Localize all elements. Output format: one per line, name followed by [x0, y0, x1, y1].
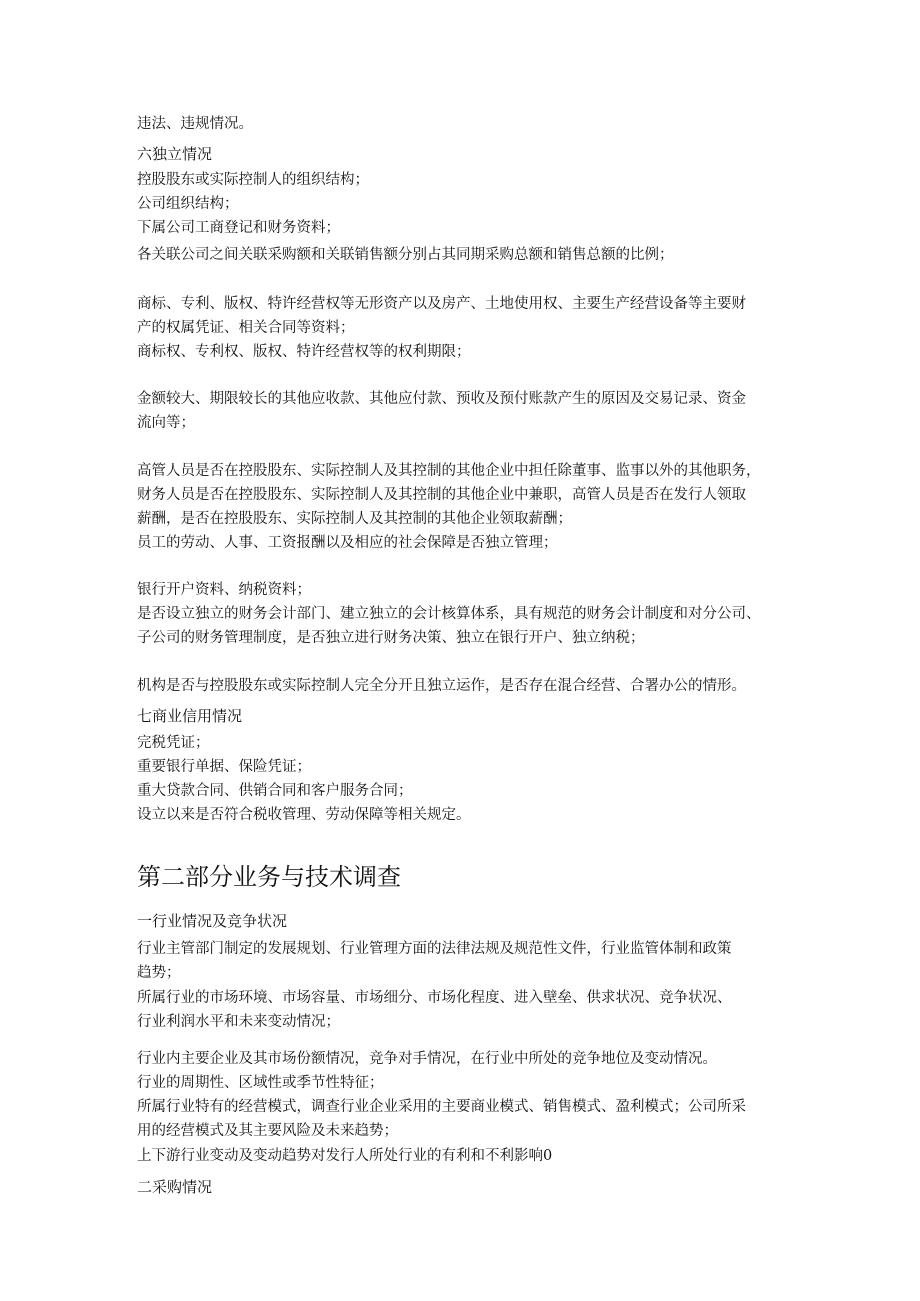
- text-line: 行业的周期性、区域性或季节性特征；: [137, 1075, 384, 1091]
- text-line: 金额较大、期限较长的其他应收款、其他应付款、预收及预付账款产生的原因及交易记录、资金: [137, 391, 746, 407]
- text-line: 产的权属凭证、相关合同等资料；: [137, 320, 355, 336]
- section-heading: 七商业信用情况: [137, 707, 243, 725]
- text-line: 行业内主要企业及其市场份额情况，竞争对手情况，在行业中所处的竞争地位及变动情况。: [137, 1051, 717, 1067]
- text-line: 财务人员是否在控股股东、实际控制人及其控制的其他企业中兼职，高管人员是否在发行人领取: [137, 487, 746, 503]
- text-line: 机构是否与控股股东或实际控制人完全分开且独立运作，是否存在混合经营、合署办公的情形。: [137, 678, 746, 694]
- text-line: 设立以来是否符合税收管理、劳动保障等相关规定。: [137, 807, 471, 823]
- section-heading: 六独立情况: [137, 145, 213, 163]
- text-line: 员工的劳动、人事、工资报酬以及相应的社会保障是否独立管理；: [137, 535, 558, 551]
- text-line: 控股股东或实际控制人的组织结构；: [137, 172, 369, 188]
- text-line: 下属公司工商登记和财务资料；: [137, 220, 340, 236]
- text-line: 高管人员是否在控股股东、实际控制人及其控制的其他企业中担任除董事、监事以外的其他职务，: [137, 463, 761, 479]
- text-line: 完税凭证；: [137, 735, 210, 751]
- text-line: 行业主管部门制定的发展规划、行业管理方面的法律法规及规范性文件，行业监管体制和政策: [137, 941, 732, 957]
- text-line: 违法、违规情况。: [137, 116, 253, 132]
- text-line: 重要银行单据、保险凭证；: [137, 759, 311, 775]
- text-line: 薪酬，是否在控股股东、实际控制人及其控制的其他企业领取薪酬；: [137, 511, 572, 527]
- text-line: 上下游行业变动及变动趋势对发行人所处行业的有利和不利影响0: [137, 1148, 553, 1164]
- text-line: 所属行业的市场环境、市场容量、市场细分、市场化程度、进入壁垒、供求状况、竞争状况、: [137, 990, 732, 1006]
- text-line: 重大贷款合同、供销合同和客户服务合同；: [137, 783, 413, 799]
- text-line: 趋势；: [137, 965, 181, 981]
- text-line: 商标、专利、版权、特许经营权等无形资产以及房产、土地使用权、主要生产经营设备等主要财: [137, 296, 746, 312]
- text-line: 是否设立独立的财务会计部门、建立独立的会计核算体系，具有规范的财务会计制度和对分公司、: [137, 606, 761, 622]
- text-line: 银行开户资料、纳税资料；: [137, 582, 311, 598]
- section-heading: 一行业情况及竞争状况: [137, 912, 288, 930]
- section-heading: 二采购情况: [137, 1178, 213, 1196]
- text-line: 商标权、专利权、版权、特许经营权等的权利期限；: [137, 344, 471, 360]
- part-title: 第二部分业务与技术调查: [137, 863, 401, 891]
- text-line: 各关联公司之间关联采购额和关联销售额分别占其同期采购总额和销售总额的比例；: [137, 247, 674, 263]
- text-line: 行业利润水平和未来变动情况；: [137, 1014, 340, 1030]
- text-line: 流向等；: [137, 415, 195, 431]
- text-line: 公司组织结构；: [137, 196, 239, 212]
- text-line: 子公司的财务管理制度，是否独立进行财务决策、独立在银行开户、独立纳税；: [137, 630, 645, 646]
- text-line: 所属行业特有的经营模式，调查行业企业采用的主要商业模式、销售模式、盈利模式；公司所采: [137, 1099, 746, 1115]
- text-line: 用的经营模式及其主要风险及未来趋势；: [137, 1123, 398, 1139]
